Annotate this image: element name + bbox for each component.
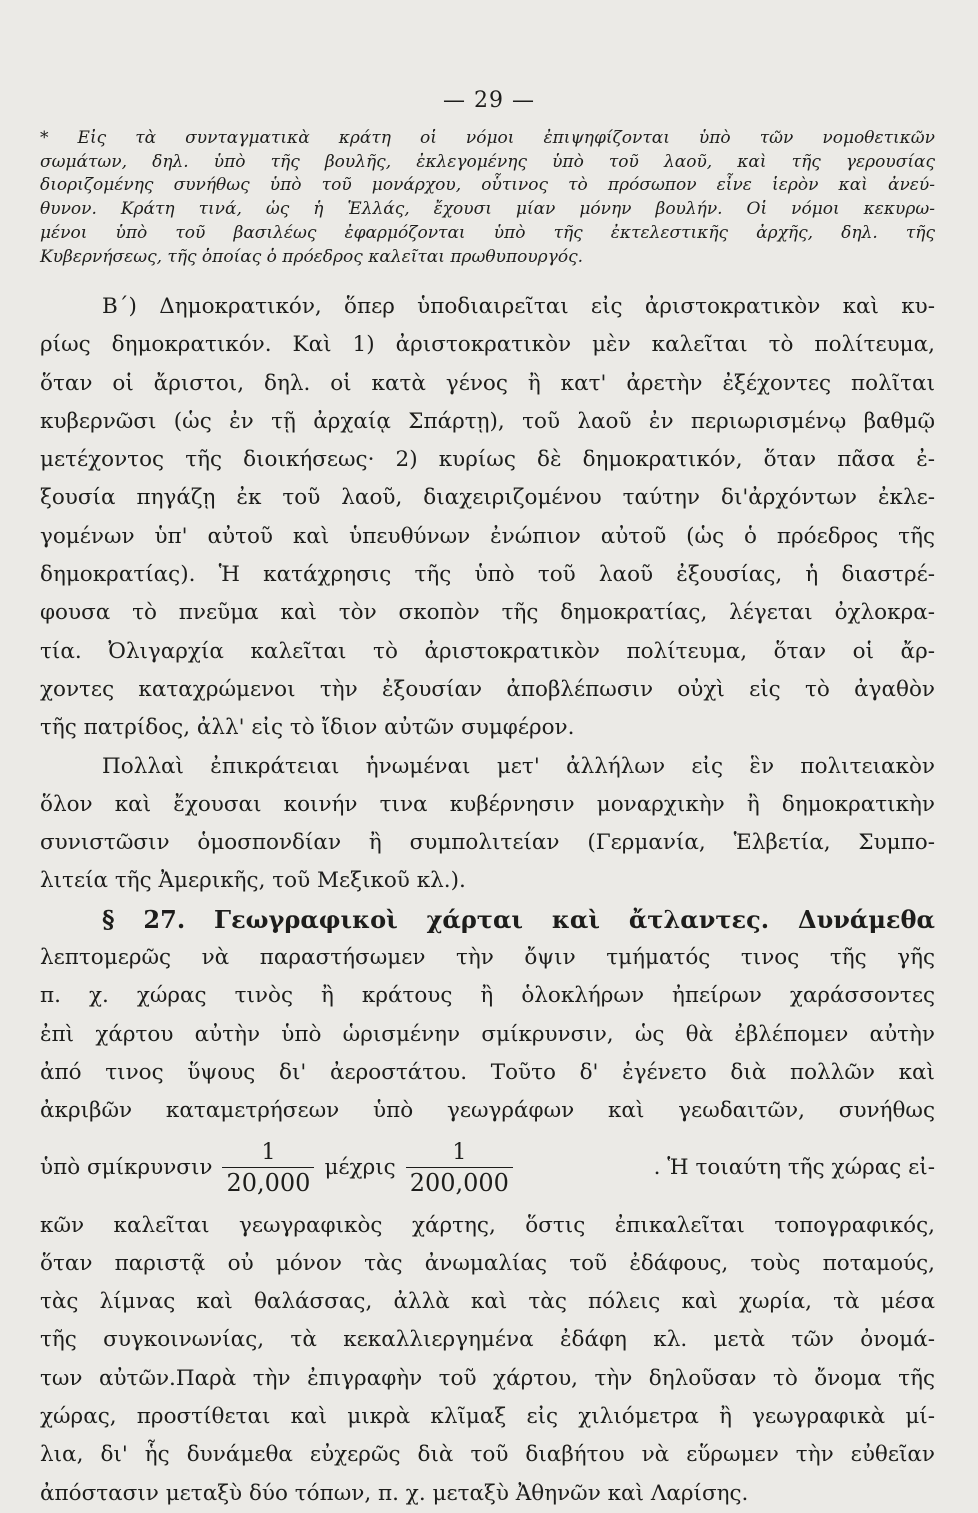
section-heading-line: § 27. Γεωγραφικοὶ χάρται καὶ ἄτλαντες. Δυνάμεθα xyxy=(102,904,935,934)
fraction-pre-text: ὑπὸ σμίκρυνσιν xyxy=(40,1155,213,1181)
body-line: π. χ. χώρας τινὸς ἢ κράτους ἢ ὁλοκλήρων ἠπείρων χαράσσοντες xyxy=(40,983,935,1009)
body-line: τῆς συγκοινωνίας, τὰ κεκαλλιεργημένα ἐδάφη κλ. μετὰ τῶν ὀνομά- xyxy=(40,1327,935,1353)
body-line: ρίως δημοκρατικόν. Καὶ 1) ἀριστοκρατικὸν μὲν καλεῖται τὸ πολίτευμα, xyxy=(40,332,935,358)
fraction-denominator: 20,000 xyxy=(222,1167,314,1195)
body-line: λια, δι' ἧς δυνάμεθα εὐχερῶς διὰ τοῦ διαβήτου νὰ εὕρωμεν τὴν εὐθεῖαν xyxy=(40,1442,935,1468)
body-line: λεπτομερῶς νὰ παραστήσωμεν τὴν ὄψιν τμήματός τινος τῆς γῆς xyxy=(40,945,935,971)
body-line: χώρας, προστίθεται καὶ μικρὰ κλῖμαξ εἰς χιλιόμετρα ἢ γεωγραφικὰ μί- xyxy=(40,1404,935,1430)
body-line: τὰς λίμνας καὶ θαλάσσας, ἀλλὰ καὶ τὰς πόλεις καὶ χωρία, τὰ μέσα xyxy=(40,1289,935,1315)
body-line: Πολλαὶ ἐπικράτειαι ἡνωμέναι μετ' ἀλλήλων εἰς ἓν πολιτειακὸν xyxy=(102,753,935,779)
page-number: — 29 — xyxy=(443,88,535,113)
body-line: Β΄) Δημοκρατικόν, ὅπερ ὑποδιαιρεῖται εἰς ἀριστοκρατικὸν καὶ κυ- xyxy=(102,294,935,319)
body-line: ὅλον καὶ ἔχουσαι κοινήν τινα κυβέρνησιν μοναρχικὴν ἢ δημοκρατικὴν xyxy=(40,791,935,817)
footnote-line: σωμάτων, δηλ. ὑπὸ τῆς βουλῆς, ἐκλεγομένης ὑπὸ τοῦ λαοῦ, καὶ τῆς γερουσίας xyxy=(40,151,935,172)
body-line: ἀπό τινος ὕψους δι' ἀεροστάτου. Τοῦτο δ' ἐγένετο διὰ πολλῶν καὶ xyxy=(40,1059,935,1085)
body-line: ὅταν παριστᾷ οὐ μόνον τὰς ἀνωμαλίας τοῦ ἐδάφους, τοὺς ποταμούς, xyxy=(40,1250,935,1276)
fraction-denominator: 200,000 xyxy=(406,1167,513,1195)
body-line: φουσα τὸ πνεῦμα καὶ τὸν σκοπὸν τῆς δημοκρατίας, λέγεται ὀχλοκρα- xyxy=(40,600,935,626)
body-line: τῆς πατρίδος, ἀλλ' εἰς τὸ ἴδιον αὐτῶν συμφέρον. xyxy=(40,715,575,741)
body-line: μετέχοντος τῆς διοικήσεως· 2) κυρίως δὲ δημοκρατικόν, ὅταν πᾶσα ἐ- xyxy=(40,447,935,473)
body-line: συνιστῶσιν ὁμοσπονδίαν ἢ συμπολιτείαν (Γερμανία, Ἑλβετία, Συμπο- xyxy=(40,830,935,856)
footnote-line: μένοι ὑπὸ τοῦ βασιλέως ἐφαρμόζονται ὑπὸ τῆς ἐκτελεστικῆς ἀρχῆς, δηλ. τῆς xyxy=(40,222,935,243)
body-line: των αὐτῶν.Παρὰ τὴν ἐπιγραφὴν τοῦ χάρτου, τὴν δηλοῦσαν τὸ ὄνομα τῆς xyxy=(40,1365,935,1391)
fraction-mid-text: μέχρις xyxy=(324,1155,396,1181)
footnote-line: θυνον. Κράτη τινά, ὡς ἡ Ἑλλάς, ἔχουσι μίαν μόνην βουλήν. Οἱ νόμοι κεκυρω- xyxy=(40,199,935,220)
fraction-1-200000 xyxy=(406,1140,513,1198)
footnote-line: Κυβερνήσεως, τῆς ὁποίας ὁ πρόεδρος καλεῖται πρωθυπουργός. xyxy=(40,246,583,267)
fraction-numerator: 1 xyxy=(261,1140,276,1166)
body-line: ξουσία πηγάζῃ ἐκ τοῦ λαοῦ, διαχειριζομένου ταύτην δι'ἀρχόντων ἐκλε- xyxy=(40,485,935,511)
body-line: δημοκρατίας). Ἡ κατάχρησις τῆς ὑπὸ τοῦ λαοῦ ἐξουσίας, ἡ διαστρέ- xyxy=(40,562,935,588)
fraction-numerator: 1 xyxy=(452,1140,467,1166)
fraction-post-text: . Ἡ τοιαύτη τῆς χώρας εἰ- xyxy=(653,1155,935,1181)
body-text xyxy=(40,288,935,1513)
footnote xyxy=(40,127,935,269)
body-line: γομένων ὑπ' αὐτοῦ καὶ ὑπευθύνων ἐνώπιον αὐτοῦ (ὡς ὁ πρόεδρος τῆς xyxy=(40,523,935,549)
body-line: κῶν καλεῖται γεωγραφικὸς χάρτης, ὅστις ἐπικαλεῖται τοπογραφικός, xyxy=(40,1212,935,1238)
fraction-1-20000 xyxy=(222,1140,314,1198)
body-line: ὅταν οἱ ἄριστοι, δηλ. οἱ κατὰ γένος ἢ κατ' ἀρετὴν ἐξέχοντες πολῖται xyxy=(40,370,935,396)
body-line: χοντες καταχρώμενοι τὴν ἐξουσίαν ἀποβλέπωσιν οὐχὶ εἰς τὸ ἀγαθὸν xyxy=(40,676,935,702)
body-line: ἀπόστασιν μεταξὺ δύο τόπων, π. χ. μεταξὺ Ἀθηνῶν καὶ Λαρίσης. xyxy=(40,1480,749,1506)
body-line: λιτεία τῆς Ἀμερικῆς, τοῦ Μεξικοῦ κλ.). xyxy=(40,868,466,894)
fraction-line xyxy=(40,1131,935,1207)
body-line: κυβερνῶσι (ὡς ἐν τῇ ἀρχαίᾳ Σπάρτῃ), τοῦ λαοῦ ἐν περιωρισμένῳ βαθμῷ xyxy=(40,408,935,434)
body-line: τία. Ὀλιγαρχία καλεῖται τὸ ἀριστοκρατικὸν πολίτευμα, ὅταν οἱ ἄρ- xyxy=(40,638,935,664)
body-line: ἐπὶ χάρτου αὐτὴν ὑπὸ ὡρισμένην σμίκρυνσιν, ὡς θὰ ἐβλέπομεν αὐτὴν xyxy=(40,1021,935,1047)
body-line: ἀκριβῶν καταμετρήσεων ὑπὸ γεωγράφων καὶ γεωδαιτῶν, συνήθως xyxy=(40,1098,935,1124)
footnote-line: * Εἰς τὰ συνταγματικὰ κράτη οἱ νόμοι ἐπιψηφίζονται ὑπὸ τῶν νομοθετικῶν xyxy=(40,128,935,148)
footnote-line: διοριζομένης συνήθως ὑπὸ τοῦ μονάρχου, οὗτινος τὸ πρόσωπον εἶνε ἱερὸν καὶ ἀνεύ- xyxy=(40,175,935,196)
